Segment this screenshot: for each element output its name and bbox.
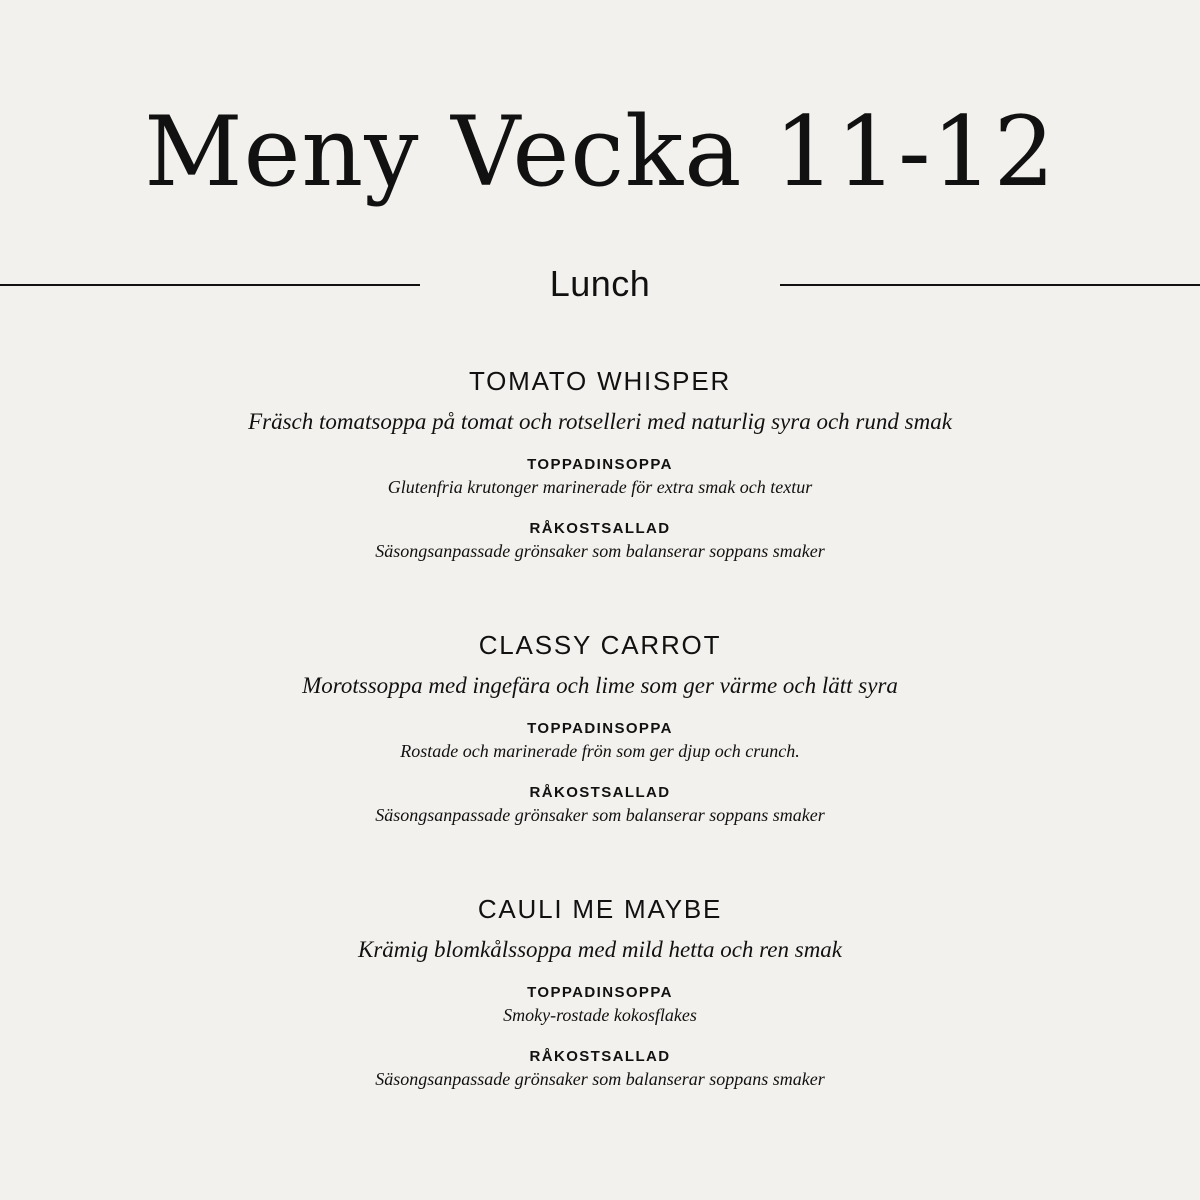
dish-tomato-whisper bbox=[0, 365, 1200, 563]
salad-label: RÅKOSTSALLAD bbox=[529, 784, 671, 801]
topping-text: Glutenfria krutonger marinerade för extra smak och textur bbox=[387, 477, 813, 497]
dish-name: CAULI ME MAYBE bbox=[477, 894, 723, 924]
section-header bbox=[0, 262, 1200, 306]
menu-title: Meny Vecka 11-12 bbox=[144, 96, 1056, 208]
topping-label: TOPPADINSOPPA bbox=[527, 456, 673, 473]
salad-label: RÅKOSTSALLAD bbox=[529, 1048, 671, 1065]
dish-description: Morotssoppa med ingefära och lime som ger värme och lätt syra bbox=[302, 673, 898, 698]
divider-right bbox=[780, 284, 1200, 286]
divider-left bbox=[0, 284, 420, 286]
salad-label: RÅKOSTSALLAD bbox=[529, 520, 671, 537]
dish-classy-carrot bbox=[0, 629, 1200, 827]
dish-name: CLASSY CARROT bbox=[478, 630, 722, 660]
topping-text: Rostade och marinerade frön som ger djup och crunch. bbox=[400, 741, 800, 761]
salad-text: Säsongsanpassade grönsaker som balanserar soppans smaker bbox=[375, 541, 825, 561]
dish-description: Krämig blomkålssoppa med mild hetta och ren smak bbox=[357, 937, 843, 962]
topping-text: Smoky-rostade kokosflakes bbox=[503, 1005, 697, 1025]
salad-text: Säsongsanpassade grönsaker som balanserar soppans smaker bbox=[375, 1069, 825, 1089]
topping-label: TOPPADINSOPPA bbox=[527, 984, 673, 1001]
salad-text: Säsongsanpassade grönsaker som balanserar soppans smaker bbox=[375, 805, 825, 825]
dish-description: Fräsch tomatsoppa på tomat och rotselleri med naturlig syra och rund smak bbox=[248, 409, 952, 434]
topping-label: TOPPADINSOPPA bbox=[527, 720, 673, 737]
section-label: Lunch bbox=[549, 263, 651, 304]
dish-name: TOMATO WHISPER bbox=[468, 366, 732, 396]
dish-cauli-me-maybe bbox=[0, 893, 1200, 1091]
